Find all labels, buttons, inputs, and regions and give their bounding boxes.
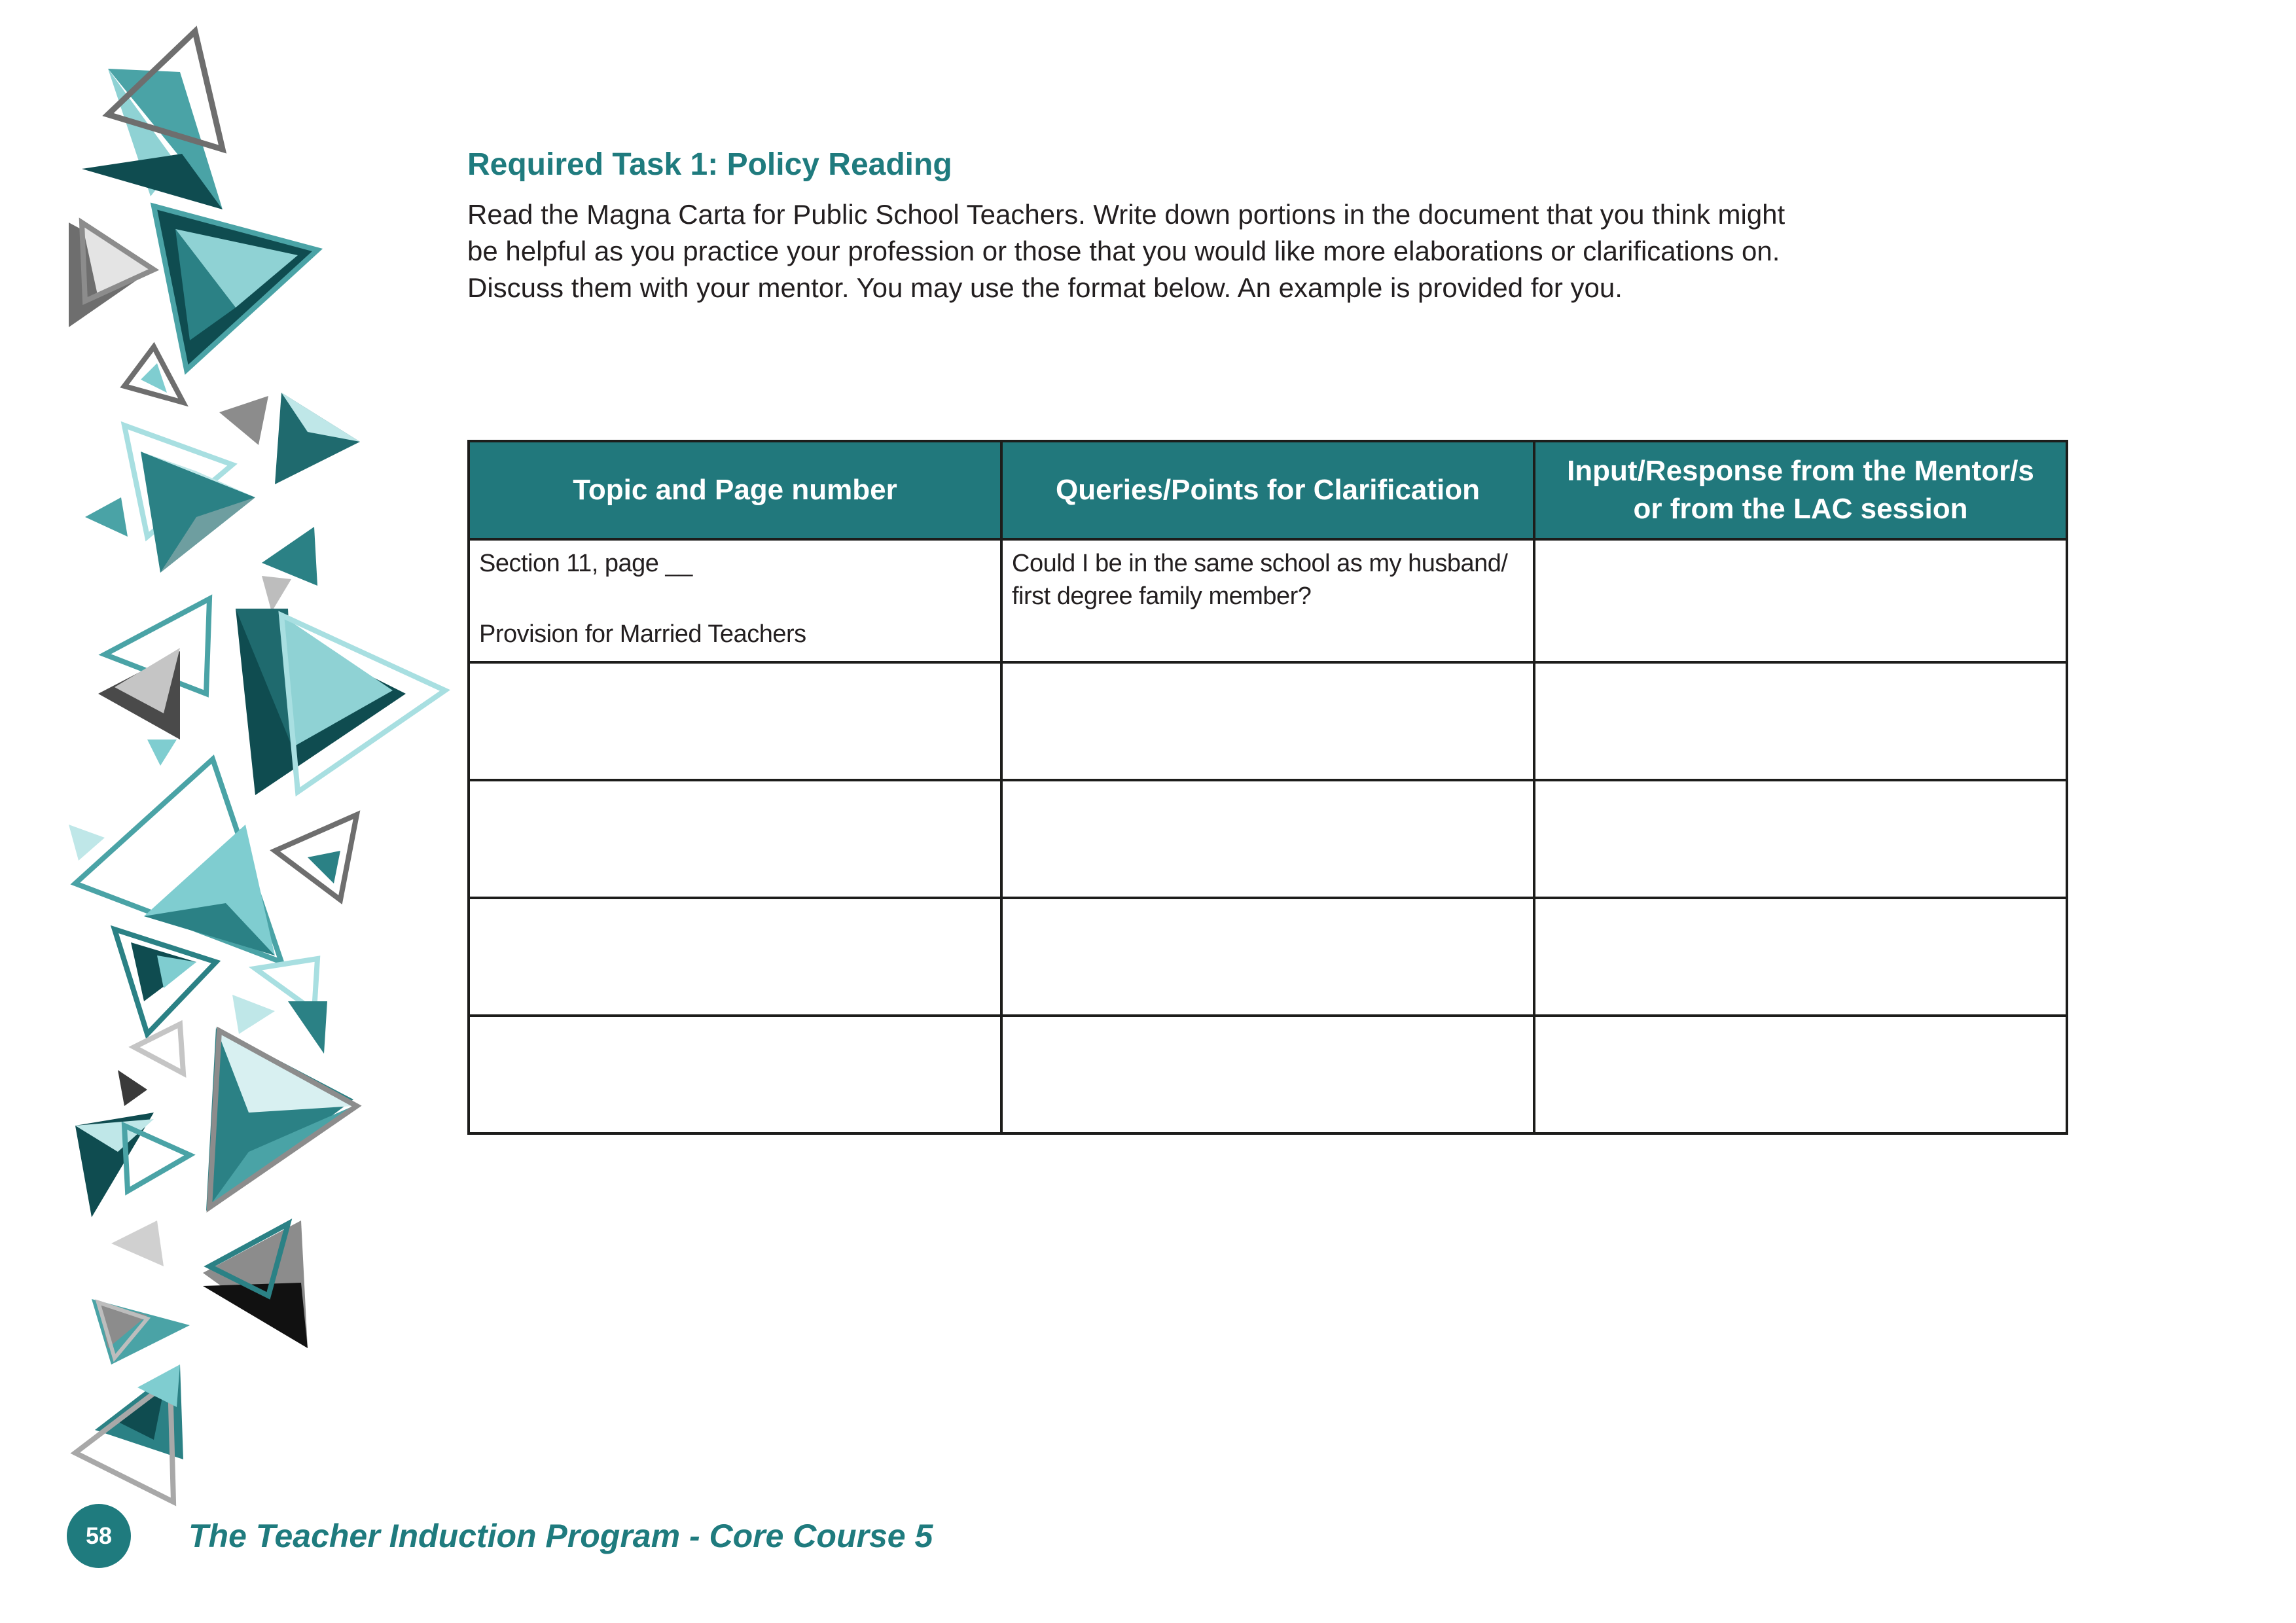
cell-topic[interactable] <box>469 539 1001 662</box>
table-row-example <box>469 539 2067 662</box>
triangle-cluster-12 <box>75 1364 183 1502</box>
header-topic: Topic and Page number <box>469 441 1001 539</box>
header-response: Input/Response from the Mentor/s or from the LAC session <box>1534 441 2067 539</box>
table-row-empty <box>469 1016 2067 1133</box>
table-row-empty <box>469 662 2067 780</box>
header-queries: Queries/Points for Clarification <box>1001 441 1534 539</box>
page-number-badge: 58 <box>67 1504 131 1568</box>
cell-response[interactable] <box>1534 898 2067 1016</box>
cell-response[interactable] <box>1534 780 2067 898</box>
decorative-triangles <box>0 0 471 1544</box>
cell-topic[interactable] <box>469 780 1001 898</box>
task-title: Required Task 1: Policy Reading <box>467 147 952 182</box>
table-row-empty <box>469 780 2067 898</box>
cell-query[interactable] <box>1001 780 1534 898</box>
topic-provision-text: Provision for Married Teachers <box>479 620 806 648</box>
query-text-line: first degree family member? <box>1012 582 1312 610</box>
table-header-row <box>469 441 2067 539</box>
task-section <box>467 145 2038 306</box>
instruction-line: Read the Magna Carta for Public School Teachers. Write down portions in the document that you think might <box>467 199 1785 230</box>
cell-topic[interactable] <box>469 898 1001 1016</box>
page-footer <box>67 1503 933 1569</box>
triangle-cluster-2 <box>69 206 317 370</box>
triangle-cluster-10 <box>75 1113 190 1266</box>
triangle-cluster-7 <box>69 759 357 962</box>
triangle-cluster-4 <box>124 425 255 573</box>
cell-query[interactable] <box>1001 1016 1534 1133</box>
policy-reading-table <box>467 440 2068 1135</box>
instruction-line: be helpful as you practice your profession or those that you would like more elaborations or clarifications on. <box>467 236 1780 266</box>
triangle-cluster-6 <box>236 609 445 795</box>
query-text-line: Could I be in the same school as my husband/ <box>1012 550 1508 577</box>
instruction-line: Discuss them with your mentor. You may use the format below. An example is provided for you. <box>467 272 1623 303</box>
topic-section-text: Section 11, page __ <box>479 550 692 577</box>
cell-response[interactable] <box>1534 1016 2067 1133</box>
footer-title: The Teacher Induction Program - Core Course 5 <box>188 1518 933 1554</box>
table-row-empty <box>469 898 2067 1016</box>
cell-query[interactable] <box>1001 539 1534 662</box>
cell-response[interactable] <box>1534 662 2067 780</box>
cell-topic[interactable] <box>469 662 1001 780</box>
task-instructions <box>467 196 1881 306</box>
cell-query[interactable] <box>1001 662 1534 780</box>
cell-response[interactable] <box>1534 539 2067 662</box>
cell-query[interactable] <box>1001 898 1534 1016</box>
cell-topic[interactable] <box>469 1016 1001 1133</box>
triangle-cluster-1 <box>82 31 223 209</box>
